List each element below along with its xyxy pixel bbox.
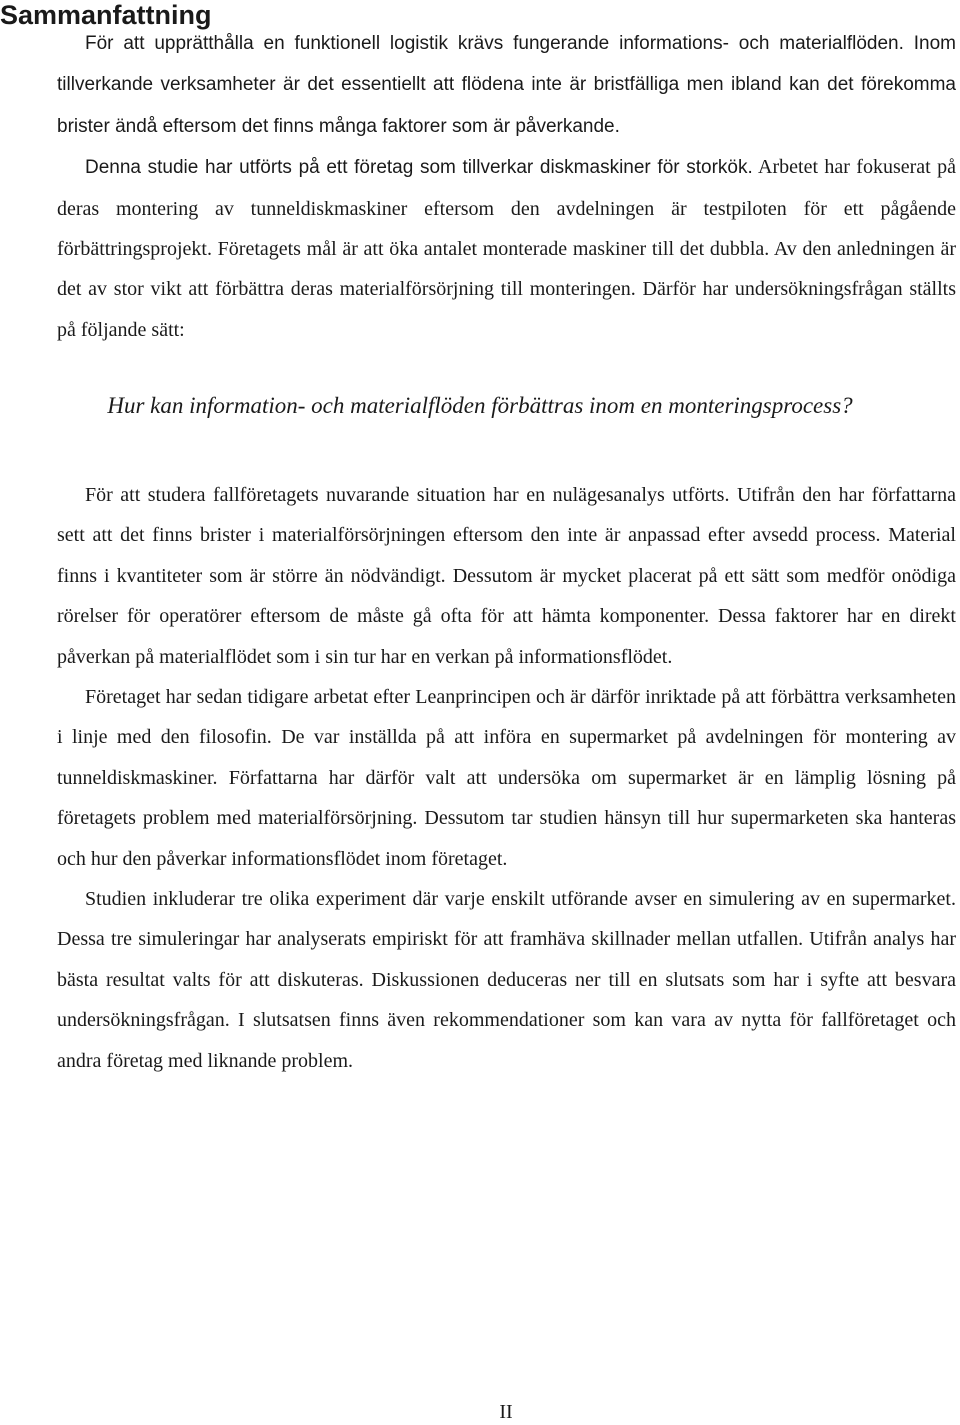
page-number: II [499, 1401, 513, 1423]
summary-body [57, 475, 956, 1081]
paragraph-intro-text: För att upprätthålla en funktionell logistik krävs fungerande informations- och materialflöden. Inom tillverkande verksamheter är det essentiellt att flödena inte är bristfälliga men ibland kan det förekomma brister ändå eftersom det finns många faktorer som är påverkande. [57, 33, 956, 137]
paragraph-study [57, 147, 956, 350]
paragraph-lean: Företaget har sedan tidigare arbetat efter Leanprincipen och är därför inriktade på att förbättra verksamheten i linje med den filosofin. De var inställda på att införa en supermarket på avdelningen för montering av tunneldiskmaskiner. Författarna har därför valt att undersöka om supermarket är en lämplig lösning på företagets problem med materialförsörjning. Dessutom tar studien hänsyn till hur supermarketen ska hanteras och hur den påverkar informationsflödet inom företaget. [57, 686, 956, 870]
paragraph-study-sentence-2: Arbetet har fokuserat på deras montering av tunneldiskmaskiner eftersom den avdelningen är testpiloten för ett pågående förbättringsprojekt. [57, 156, 956, 261]
paragraph-experiments: Studien inkluderar tre olika experiment där varje enskilt utförande avser en simulering av en supermarket. Dessa tre simuleringar har analyserats empiriskt för att framhäva skillnader mellan utfallen. Utifrån analys har bästa resultat valts för att diskuteras. Diskussionen deduceras ner till en slutsats som har i syfte att besvara undersökningsfrågan. I slutsatsen finns även rekommendationer som kan vara av nytta för fallföretaget och andra företag med liknande problem. [57, 888, 956, 1072]
summary-intro [57, 23, 956, 350]
paragraph-study-sentence-3: Företagets mål är att öka antalet monterade maskiner till det dubbla. Av den anledningen är det av stor vikt att förbättra deras materialförsörjning till monteringen. Därför har undersökningsfrågan ställts på följande sätt: [57, 238, 957, 341]
section-heading: Sammanfattning [0, 0, 212, 30]
paragraph-intro [57, 23, 956, 147]
paragraph-study-sentence-1: Denna studie har utförts på ett företag som tillverkar diskmaskiner för storkök. [85, 157, 753, 179]
research-question: Hur kan information- och materialflöden förbättras inom en monteringsprocess? [107, 393, 853, 418]
paragraph-analysis: För att studera fallföretagets nuvarande situation har en nulägesanalys utförts. Utifrån den har författarna sett att det finns brister i materialförsörjningen eftersom den inte är anpassad efter avsedd process. Material finns i kvantiteter som är större än nödvändigt. Dessutom är mycket placerat på ett sätt som medför onödiga rörelser för operatörer eftersom de måste gå ofta för att hämta komponenter. Dessa faktorer har en direkt påverkan på materialflödet som i sin tur har en verkan på informationsflödet. [57, 484, 956, 668]
